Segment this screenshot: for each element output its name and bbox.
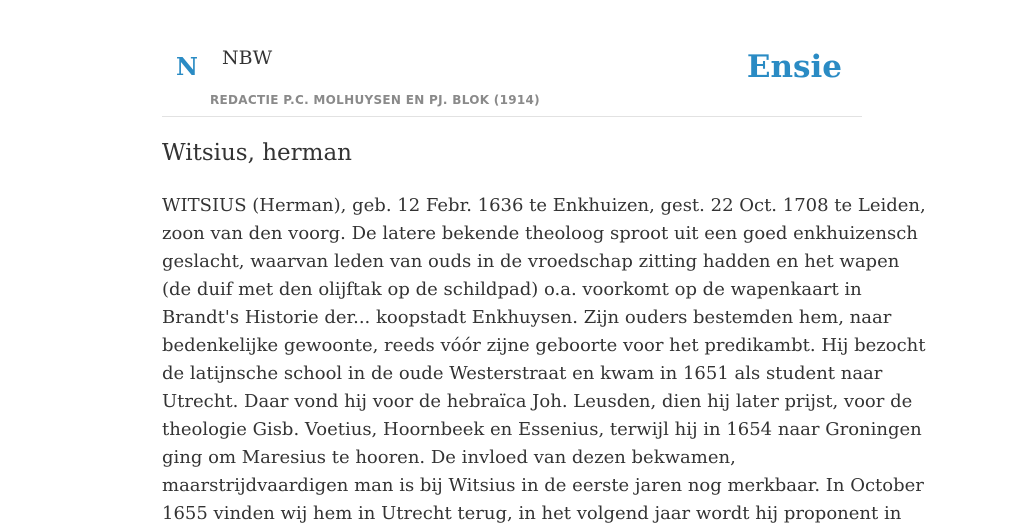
article-title: Witsius, herman — [162, 140, 352, 166]
page — [162, 0, 926, 524]
article-line: 1655 vinden wij hem in Utrecht terug, in het volgend jaar wordt hij proponent in — [162, 503, 902, 524]
article-line: (de duif met den olijftak op de schildpad) o.a. voorkomt op de wapenkaart in — [162, 279, 862, 300]
article-line: Brandt's Historie der... koopstadt Enkhuysen. Zijn ouders bestemden hem, naar — [162, 307, 892, 328]
article-line: de latijnsche school in de oude Westerstraat en kwam in 1651 als student naar — [162, 363, 883, 384]
article-line: zoon van den voorg. De latere bekende theoloog sproot uit een goed enkhuizensch — [162, 223, 918, 244]
article-line: WITSIUS (Herman), geb. 12 Febr. 1636 te Enkhuizen, gest. 22 Oct. 1708 te Leiden, — [162, 195, 926, 216]
article-line: Utrecht. Daar vond hij voor de hebraïca Joh. Leusden, dien hij later prijst, voor de — [162, 391, 913, 412]
article-line: ging om Maresius te hooren. De invloed van dezen bekwamen, — [162, 447, 736, 468]
source-subtitle: REDACTIE P.C. MOLHUYSEN EN PJ. BLOK (1914) — [210, 93, 540, 107]
article-line: bedenkelijke gewoonte, reeds vóór zijne geboorte voor het predikambt. Hij bezocht — [162, 335, 926, 356]
source-name[interactable]: NBW — [222, 47, 273, 69]
brand-logo-link[interactable]: Ensie — [746, 49, 842, 85]
article-line: maarstrijdvaardigen man is bij Witsius in de eerste jaren nog merkbaar. In October — [162, 475, 924, 496]
article-line: geslacht, waarvan leden van ouds in de vroedschap zitting hadden en het wapen — [162, 251, 900, 272]
source-logo[interactable]: N — [176, 52, 198, 81]
article-body — [162, 192, 926, 528]
source-header — [162, 0, 862, 117]
article-line: theologie Gisb. Voetius, Hoornbeek en Essenius, terwijl hij in 1654 naar Groningen — [162, 419, 922, 440]
